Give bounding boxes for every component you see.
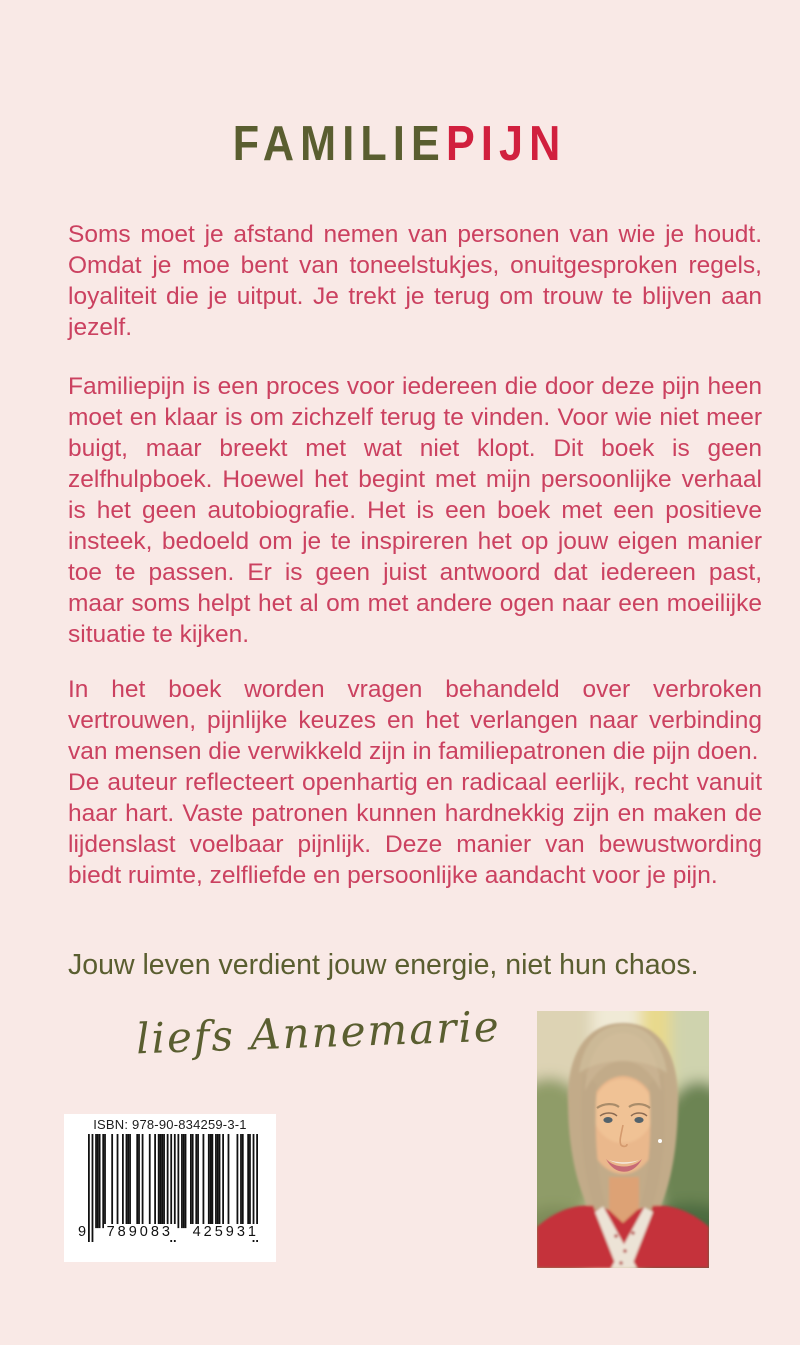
tagline: Jouw leven verdient jouw energie, niet hun chaos. <box>68 949 699 981</box>
book-title <box>0 116 800 172</box>
isbn-digits-left: 789083 <box>104 1224 176 1240</box>
paragraph-themes-part1: In het boek worden vragen behandeld over verbroken vertrouwen, pijnlijke keuzes en het verlangen naar verbinding van mensen die verwikkeld zijn in familiepatronen die pijn doen. <box>68 676 762 765</box>
isbn-panel <box>64 1114 276 1262</box>
paragraph-themes-part2: De auteur reflecteert openhartig en radicaal eerlijk, recht vanuit haar hart. Vaste patronen kunnen hardnekkig zijn en maken de lijdenslast voelbaar pijnlijk. Deze manier van bewustwording biedt ruimte, zelfliefde en persoonlijke aandacht voor je pijn. <box>68 769 762 889</box>
title-part-pijn: PIJN <box>446 117 567 171</box>
isbn-digits <box>78 1224 262 1240</box>
paragraph-themes <box>68 674 762 891</box>
author-signature: liefs Annemarie <box>135 1001 502 1064</box>
author-portrait-illustration <box>537 1011 709 1268</box>
isbn-digit-lead: 9 <box>78 1224 87 1240</box>
author-photo <box>537 1011 709 1268</box>
title-part-familie: FAMILIE <box>233 117 447 171</box>
isbn-label: ISBN: 978-90-834259-3-1 <box>93 1117 247 1132</box>
paragraph-intro: Soms moet je afstand nemen van personen van wie je houdt. Omdat je moe bent van toneelstukjes, onuitgesproken regels, loyaliteit die je uitput. Je trekt je terug om trouw te blijven aan jezelf. <box>68 221 762 341</box>
isbn-digits-right: 425931 <box>190 1224 262 1240</box>
paragraph-about-book: Familiepijn is een proces voor iedereen die door deze pijn heen moet en klaar is om zichzelf terug te vinden. Voor wie niet meer buigt, maar breekt met wat niet klopt. Dit boek is geen zelfhulpboek. Hoewel het begint met mijn persoonlijke verhaal is het geen autobiografie. Het is een boek met een positieve insteek, bedoeld om je te inspireren het op jouw eigen manier toe te passen. Er is geen juist antwoord dat iedereen past, maar soms helpt het al om met andere ogen naar een moeilijke situatie te kijken. <box>68 373 762 648</box>
isbn-barcode <box>78 1134 262 1242</box>
